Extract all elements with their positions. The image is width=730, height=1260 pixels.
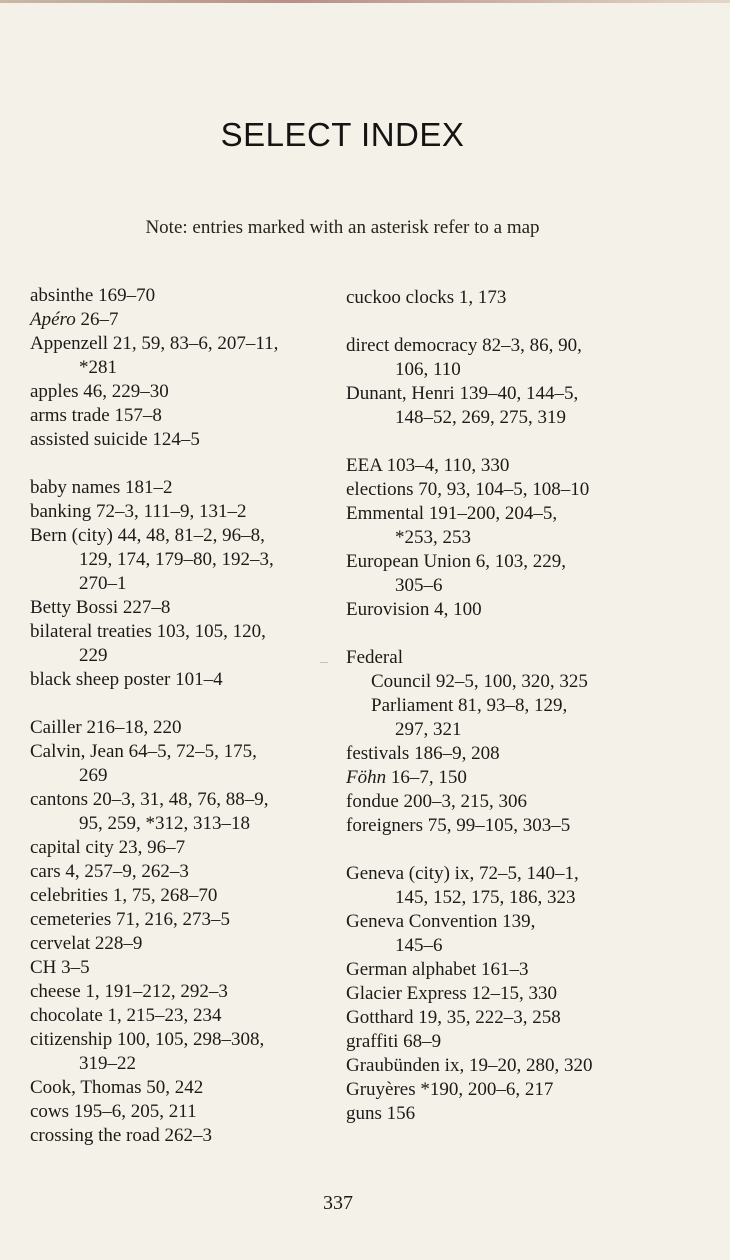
- index-entry: [30, 908, 350, 932]
- entry-line: Gruyères *190, 200–6, 217: [346, 1079, 554, 1100]
- index-subentry: [346, 670, 666, 694]
- index-entry: [30, 884, 350, 908]
- entry-continuation-line: 229: [79, 645, 108, 666]
- index-entry: [346, 1006, 666, 1030]
- entry-line: Cook, Thomas 50, 242: [30, 1077, 204, 1098]
- index-entry: [30, 716, 350, 740]
- entry-line: cemeteries 71, 216, 273–5: [30, 909, 230, 930]
- entry-line: bilateral treaties 103, 105, 120,: [30, 621, 266, 642]
- entry-line: assisted suicide 124–5: [30, 429, 200, 450]
- index-entry: [30, 956, 350, 980]
- entry-continuation-line: *281: [79, 357, 117, 378]
- page-top-edge: [0, 0, 730, 3]
- entry-continuation-line: 297, 321: [395, 719, 462, 740]
- index-entry: [30, 596, 350, 620]
- entry-line: Dunant, Henri 139–40, 144–5,: [346, 383, 579, 404]
- entry-line: foreigners 75, 99–105, 303–5: [346, 815, 571, 836]
- entry-line: 16–7, 150: [390, 767, 467, 788]
- entry-line: Parliament 81, 93–8, 129,: [371, 695, 568, 716]
- index-entry: [346, 1054, 666, 1078]
- letter-group-gap: [30, 692, 350, 716]
- index-entry: [346, 598, 666, 622]
- entry-line: Gotthard 19, 35, 222–3, 258: [346, 1007, 561, 1028]
- entry-line: cantons 20–3, 31, 48, 76, 88–9,: [30, 789, 269, 810]
- index-entry: [346, 862, 666, 910]
- entry-line: elections 70, 93, 104–5, 108–10: [346, 479, 590, 500]
- entry-line: direct democracy 82–3, 86, 90,: [346, 335, 582, 356]
- index-entry: [346, 1102, 666, 1126]
- entry-line: crossing the road 262–3: [30, 1125, 213, 1146]
- entry-line: EEA 103–4, 110, 330: [346, 455, 510, 476]
- entry-line: Appenzell 21, 59, 83–6, 207–11,: [30, 333, 279, 354]
- entry-continuation-line: 319–22: [79, 1053, 136, 1074]
- index-entry: [30, 308, 350, 332]
- entry-line: Federal: [346, 647, 403, 668]
- entry-continuation-line: 305–6: [395, 575, 443, 596]
- entry-line: CH 3–5: [30, 957, 90, 978]
- entry-line: Council 92–5, 100, 320, 325: [371, 671, 588, 692]
- entry-continuation-line: 269: [79, 765, 108, 786]
- page-title: SELECT INDEX: [220, 116, 465, 153]
- letter-group-gap: [346, 838, 666, 862]
- index-entry: [346, 1078, 666, 1102]
- entry-line: Geneva (city) ix, 72–5, 140–1,: [346, 863, 579, 884]
- index-term: Föhn: [346, 767, 387, 788]
- index-entry: [346, 286, 666, 310]
- index-entry: [30, 1124, 350, 1148]
- entry-line: European Union 6, 103, 229,: [346, 551, 567, 572]
- entry-line: Graubünden ix, 19–20, 280, 320: [346, 1055, 593, 1076]
- index-entry: [346, 334, 666, 382]
- index-entry: [30, 1028, 350, 1076]
- index-entry: [346, 766, 666, 790]
- index-entry: [30, 980, 350, 1004]
- entry-continuation-line: *253, 253: [395, 527, 471, 548]
- index-entry: [30, 404, 350, 428]
- index-column-right: [346, 286, 666, 1126]
- entry-line: German alphabet 161–3: [346, 959, 529, 980]
- index-entry: [30, 1076, 350, 1100]
- entry-continuation-line: 106, 110: [395, 359, 461, 380]
- index-entry: [30, 740, 350, 788]
- index-entry: [346, 1030, 666, 1054]
- index-entry: [346, 958, 666, 982]
- margin-mark: [320, 662, 328, 663]
- entry-line: guns 156: [346, 1103, 416, 1124]
- entry-line: banking 72–3, 111–9, 131–2: [30, 501, 247, 522]
- index-column-left: [30, 284, 350, 1148]
- letter-group-gap: [346, 430, 666, 454]
- entry-line: cuckoo clocks 1, 173: [346, 287, 507, 308]
- entry-line: 26–7: [80, 309, 119, 330]
- index-note: Note: entries marked with an asterisk refer to a map: [145, 217, 540, 238]
- entry-continuation-line: 145, 152, 175, 186, 323: [395, 887, 576, 908]
- index-entry: [30, 620, 350, 668]
- index-entry: [30, 284, 350, 308]
- index-entry: [30, 1100, 350, 1124]
- entry-line: cervelat 228–9: [30, 933, 143, 954]
- index-entry: [30, 380, 350, 404]
- entry-continuation-line: 145–6: [395, 935, 443, 956]
- page-number: 337: [323, 1192, 353, 1214]
- letter-group-gap: [346, 622, 666, 646]
- index-entry: [30, 836, 350, 860]
- index-entry: [346, 646, 666, 670]
- index-entry: [346, 454, 666, 478]
- index-entry: [30, 932, 350, 956]
- index-entry: [30, 476, 350, 500]
- index-entry: [346, 382, 666, 430]
- entry-line: apples 46, 229–30: [30, 381, 169, 402]
- entry-line: capital city 23, 96–7: [30, 837, 186, 858]
- entry-line: arms trade 157–8: [30, 405, 162, 426]
- index-entry: [30, 668, 350, 692]
- entry-line: Eurovision 4, 100: [346, 599, 482, 620]
- entry-continuation-line: 270–1: [79, 573, 127, 594]
- entry-line: Bern (city) 44, 48, 81–2, 96–8,: [30, 525, 265, 546]
- entry-continuation-line: 129, 174, 179–80, 192–3,: [79, 549, 274, 570]
- entry-line: Emmental 191–200, 204–5,: [346, 503, 558, 524]
- entry-line: Cailler 216–18, 220: [30, 717, 182, 738]
- index-entry: [346, 478, 666, 502]
- entry-line: citizenship 100, 105, 298–308,: [30, 1029, 265, 1050]
- entry-line: black sheep poster 101–4: [30, 669, 223, 690]
- entry-line: baby names 181–2: [30, 477, 173, 498]
- entry-line: chocolate 1, 215–23, 234: [30, 1005, 222, 1026]
- index-subentry: [346, 694, 666, 742]
- entry-line: cows 195–6, 205, 211: [30, 1101, 197, 1122]
- index-entry: [346, 742, 666, 766]
- entry-line: Calvin, Jean 64–5, 72–5, 175,: [30, 741, 257, 762]
- entry-line: absinthe 169–70: [30, 285, 156, 306]
- index-entry: [346, 502, 666, 550]
- entry-line: festivals 186–9, 208: [346, 743, 500, 764]
- entry-continuation-line: 148–52, 269, 275, 319: [395, 407, 566, 428]
- index-entry: [346, 790, 666, 814]
- index-entry: [30, 332, 350, 380]
- letter-group-gap: [30, 452, 350, 476]
- index-entry: [346, 814, 666, 838]
- index-entry: [346, 910, 666, 958]
- index-term: Apéro: [30, 309, 76, 330]
- entry-line: fondue 200–3, 215, 306: [346, 791, 528, 812]
- entry-continuation-line: 95, 259, *312, 313–18: [79, 813, 250, 834]
- entry-line: graffiti 68–9: [346, 1031, 442, 1052]
- index-entry: [30, 524, 350, 596]
- entry-line: cars 4, 257–9, 262–3: [30, 861, 189, 882]
- index-entry: [30, 860, 350, 884]
- entry-line: celebrities 1, 75, 268–70: [30, 885, 218, 906]
- index-entry: [30, 788, 350, 836]
- index-entry: [346, 550, 666, 598]
- entry-line: Geneva Convention 139,: [346, 911, 536, 932]
- index-entry: [30, 500, 350, 524]
- entry-line: Betty Bossi 227–8: [30, 597, 171, 618]
- letter-group-gap: [346, 310, 666, 334]
- index-entry: [30, 1004, 350, 1028]
- index-entry: [346, 982, 666, 1006]
- entry-line: Glacier Express 12–15, 330: [346, 983, 558, 1004]
- entry-line: cheese 1, 191–212, 292–3: [30, 981, 228, 1002]
- index-entry: [30, 428, 350, 452]
